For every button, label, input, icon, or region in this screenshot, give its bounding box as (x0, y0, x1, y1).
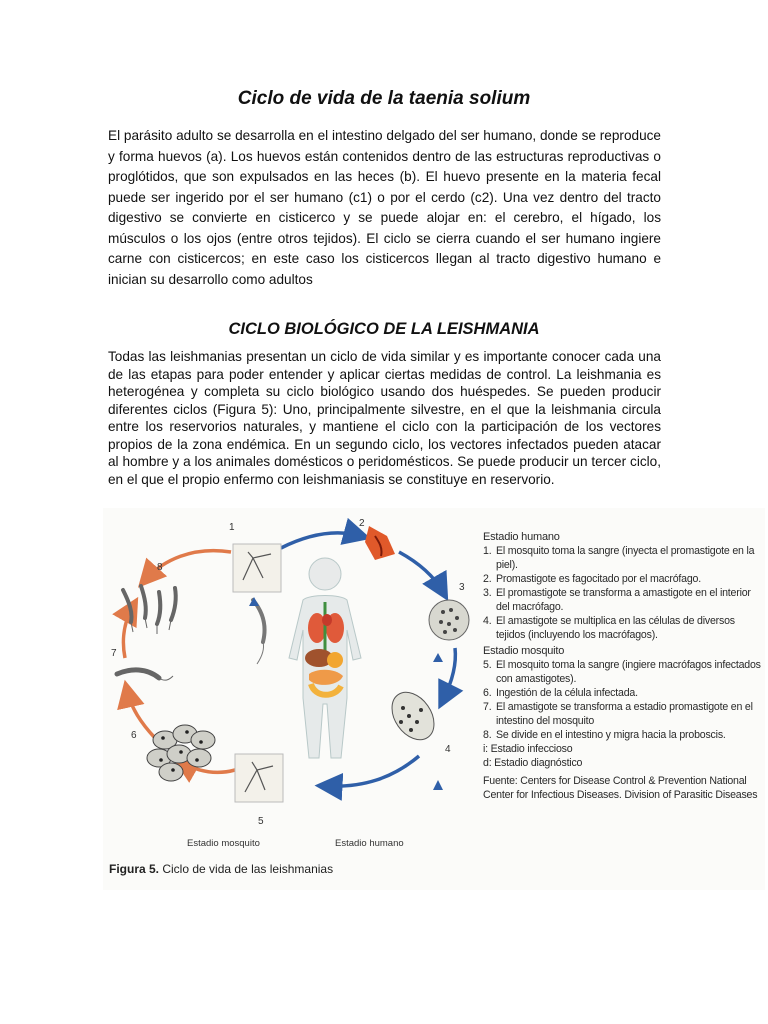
legend-key-diagnostic: d: Estadio diagnóstico (483, 757, 583, 769)
arrow-4-to-5 (325, 756, 419, 786)
diagnostic-marker (433, 780, 443, 790)
leishmania-lifecycle-figure (103, 508, 765, 890)
legend-item: 8. Se divide en el intestino y migra hacia la proboscis. (483, 729, 726, 741)
stage-label-6: 6 (131, 730, 137, 741)
legend-item: 7. El amastigote se transforma a estadio promastigote en el intestino del mosquito (483, 701, 753, 727)
figure-source: Fuente: Centers for Disease Control & Prevention National Center for Infectious Diseases. Division of Parasitic Diseases (483, 775, 758, 801)
arrow-2-to-3 (399, 552, 443, 592)
infective-marker-2 (433, 653, 443, 662)
infective-marker (249, 597, 259, 606)
leishmania-paragraph: Todas las leishmanias presentan un ciclo de vida similar y es importante conocer cada una de las etapas para poder entender y aplicar ciertas medidas de control. La leishmania es heterogénea y completa su ciclo biológico usando dos huéspedes. Se pueden producir diferentes ciclos (Figura 5): Uno, principalmente silvestre, en el que la leishmania circula entre los reservorios naturales, y mantiene el ciclo con la participación de los vectores propios de la zona endémica. En un segundo ciclo, los vectores infectados pueden atacar al hombre y a los animales domésticos o peridomésticos. Se puede producir un tercer ciclo, en el que el propio enfermo con leishmaniasis se constituye en reservorio. (108, 349, 661, 487)
stage-7-promastigote (117, 670, 159, 678)
legend-item: 5. El mosquito toma la sangre (ingiere macrófagos infectados con amastigotes). (483, 659, 761, 685)
stage-label-1: 1 (229, 522, 235, 533)
stage-label-7: 7 (111, 648, 117, 659)
box-stage-5 (235, 754, 283, 802)
arrow-1-to-2 (281, 533, 361, 548)
legend-item: 4. El amastigote se multiplica en las células de diversos tejidos (incluyendo los macrófagos). (483, 615, 735, 641)
stage-label-2: 2 (359, 518, 365, 529)
legend-human-title: Estadio humano (483, 531, 560, 543)
box-stage-1 (233, 544, 281, 592)
legend-key-infective: i: Estadio infeccioso (483, 743, 573, 755)
legend-item: 2. Promastigote es fagocitado por el macrófago. (483, 573, 701, 585)
taenia-paragraph: El parásito adulto se desarrolla en el intestino delgado del ser humano, donde se reproduce y forma huevos (a). Los huevos están contenidos dentro de las estructuras reproductivas o proglótidos, que son expulsados en las heces (b). El huevo presente en la materia fecal puede ser ingerido por el ser humano (c1) o por el cerdo (c2). Una vez dentro del tracto digestivo se convierte en cisticerco y se puede alojar en: el cerebro, el hígado, los músculos o los ojos (entre otros tejidos). El ciclo se cierra cuando el ser humano ingiere carne con cisticercos; en este caso los cisticercos llegan al tracto digestivo humano e inician su desarrollo como adultos (108, 128, 661, 287)
stage-human-label: Estadio humano (335, 838, 404, 849)
lifecycle-diagram (103, 508, 483, 858)
stage-8-promastigotes (123, 586, 176, 634)
stage-label-4: 4 (445, 744, 451, 755)
figure-caption: Figura 5. Ciclo de vida de las leishmanias (109, 862, 334, 876)
stage-label-5: 5 (258, 816, 264, 827)
stage-mosquito-label: Estadio mosquito (187, 838, 260, 849)
stage-4-tissue (383, 684, 442, 747)
legend-item: 6. Ingestión de la célula infectada. (483, 687, 638, 699)
stage-3-macrophage (429, 600, 469, 640)
page-title: Ciclo de vida de la taenia solium (237, 88, 531, 109)
legend-item: 3. El promastigote se transforma a amastigote en el interior del macrófago. (483, 587, 751, 613)
stage-label-8: 8 (157, 562, 163, 573)
legend-item: 1. El mosquito toma la sangre (inyecta el promastigote en la piel). (483, 545, 755, 571)
section-title-leishmania: CICLO BIOLÓGICO DE LA LEISHMANIA (228, 320, 540, 338)
human-body-figure (289, 558, 361, 758)
legend-mosquito-title: Estadio mosquito (483, 645, 565, 657)
figure-legend (483, 528, 765, 802)
stage-label-3: 3 (459, 582, 465, 593)
arrow-3-to-4 (443, 648, 455, 700)
